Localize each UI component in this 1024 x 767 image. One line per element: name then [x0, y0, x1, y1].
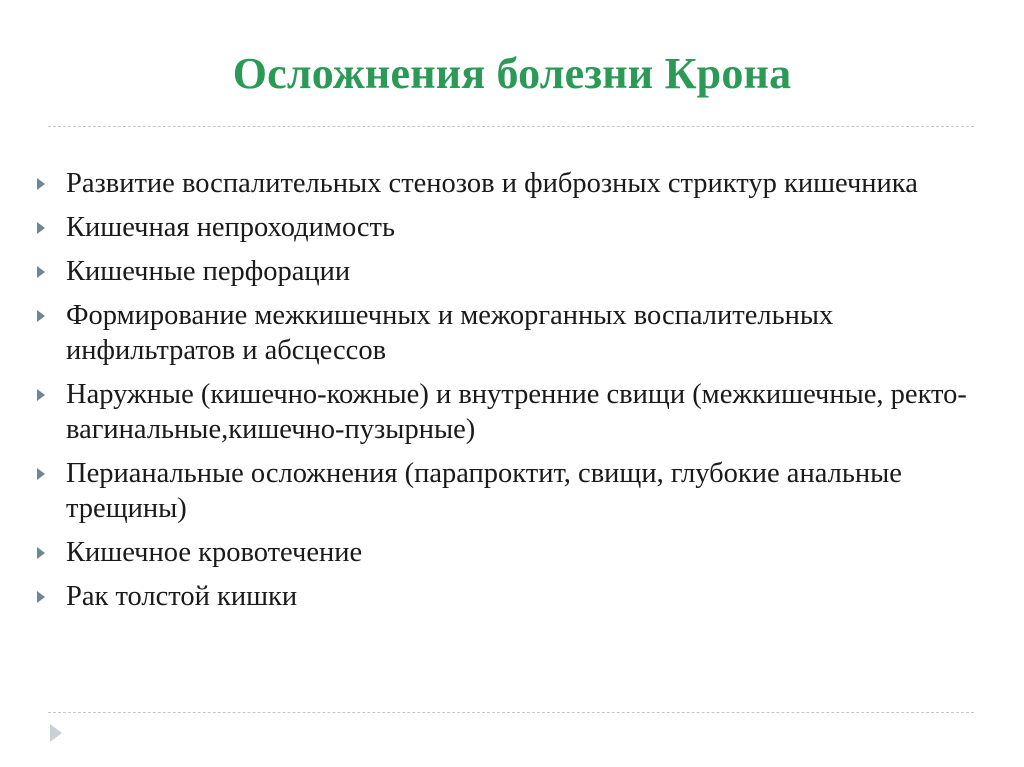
- list-item-text: Формирование межкишечных и межорганных воспалительных инфильтратов и абсцессов: [66, 300, 834, 366]
- triangle-bullet-icon: [37, 178, 45, 190]
- list-item: [36, 166, 996, 201]
- list-item: [36, 456, 996, 526]
- list-item: [36, 254, 996, 289]
- list-item: [36, 210, 996, 245]
- list-item-text: Перианальные осложнения (парапроктит, свищи, глубокие анальные трещины): [66, 458, 902, 524]
- list-item: [36, 377, 996, 447]
- triangle-bullet-icon: [37, 222, 45, 234]
- triangle-bullet-icon: [37, 266, 45, 278]
- complications-list: [36, 166, 996, 623]
- triangle-bullet-icon: [37, 591, 45, 603]
- list-item-text: Кишечные перфорации: [66, 256, 351, 287]
- top-divider: [48, 126, 974, 127]
- bottom-divider: [48, 712, 974, 713]
- list-item-text: Рак толстой кишки: [66, 581, 298, 612]
- list-item: [36, 298, 996, 368]
- list-item-text: Кишечное кровотечение: [66, 537, 363, 568]
- triangle-bullet-icon: [37, 547, 45, 559]
- list-item: [36, 579, 996, 614]
- triangle-bullet-icon: [37, 468, 45, 480]
- triangle-bullet-icon: [37, 310, 45, 322]
- slide-title: Осложнения болезни Крона: [232, 49, 792, 98]
- list-item-text: Кишечная непроходимость: [66, 212, 396, 243]
- list-item: [36, 535, 996, 570]
- list-item-text: Развитие воспалительных стенозов и фиброзных стриктур кишечника: [66, 168, 918, 199]
- play-triangle-icon[interactable]: [50, 724, 62, 742]
- triangle-bullet-icon: [37, 389, 45, 401]
- list-item-text: Наружные (кишечно-кожные) и внутренние свищи (межкишечные, ректо-вагинальные,кишечно-пузырные): [66, 379, 967, 445]
